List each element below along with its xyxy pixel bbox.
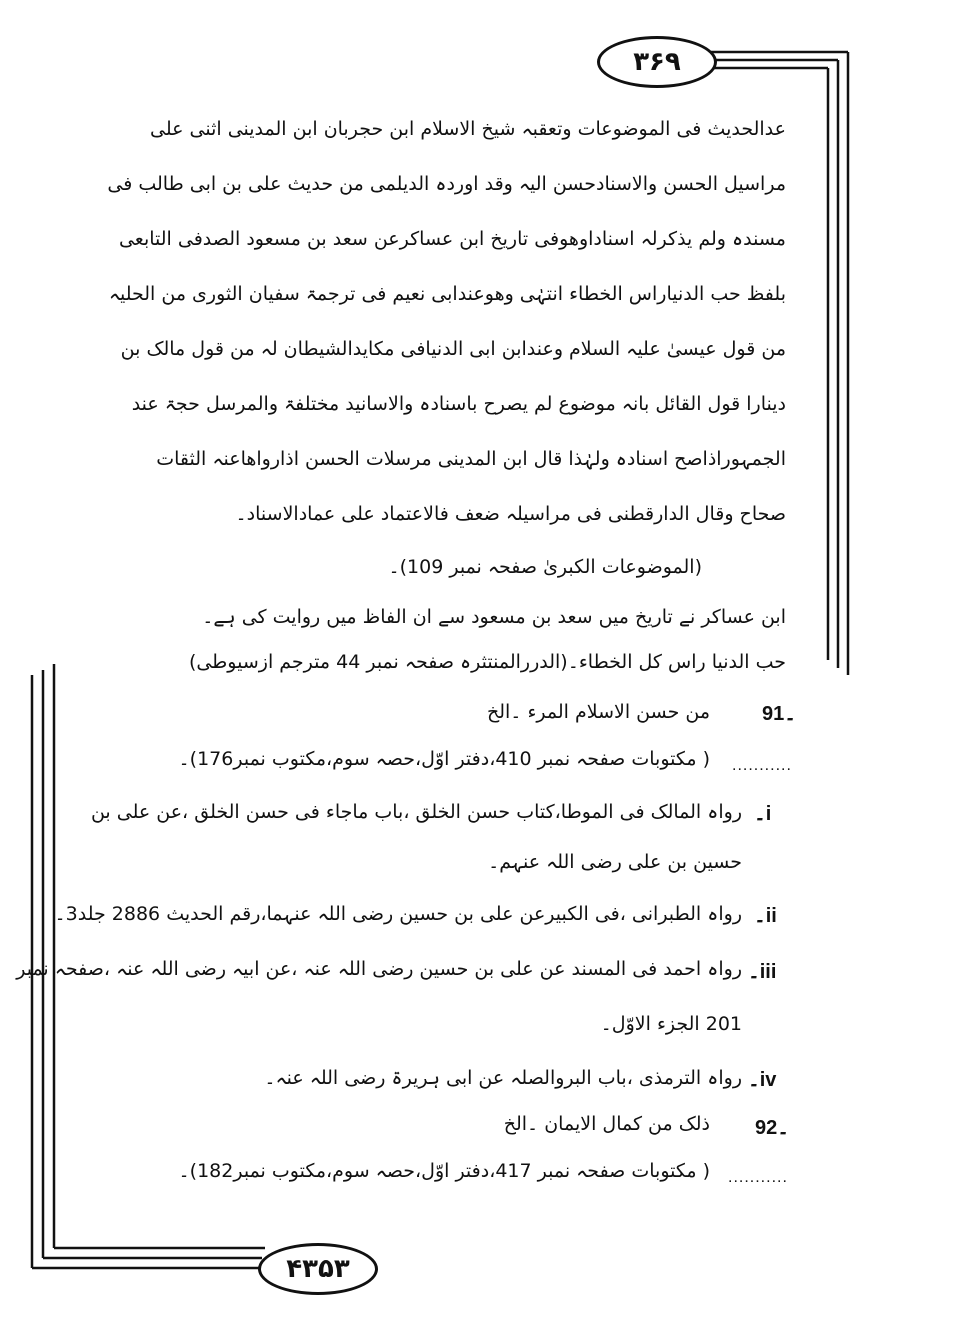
item-92-number: 92۔ — [755, 1117, 789, 1139]
hubb-dunya-line: حب الدنیا راس کل الخطاء۔(الدررالمنتثرہ صفحہ نمبر 44 مترجم ازسیوطی) — [188, 651, 786, 673]
sub-item-iii-line-2: 201 الجزء الاوّل۔ — [600, 1013, 742, 1035]
sub-item-i-line-2: حسین بن علی رضی اللہ عنہم۔ — [488, 851, 742, 873]
item-92-reference: ( مکتوبات صفحہ نمبر 417،دفتر اوّل،حصہ سوم،مکتوب نمبر182)۔ — [178, 1160, 710, 1182]
arabic-line-6: دینارا قول القائل بانہ موضوع لم یصرح باسنادہ والاسانید مختلفۃ والمرسل حجۃ عند — [131, 393, 786, 415]
arabic-line-5: من قول عیسیٰ علیہ السلام وعندابن ابی الدنیافی مکایدالشیطان لہ من قول مالک بن — [120, 338, 786, 360]
arabic-line-8: صحاح وقال الدارقطنی فی مراسیلہ ضعف فالاعتماد علی عمادالاسناد۔ — [235, 503, 786, 525]
sub-item-ii-marker: ۔ii — [754, 905, 777, 927]
item-91-reference: ( مکتوبات صفحہ نمبر 410،دفتر اوّل،حصہ سوم،مکتوب نمبر176)۔ — [178, 748, 710, 770]
sub-item-iii-line-1: رواہ احمد فی المسند عن علی بن حسین رضی اللہ عنہ ،عن ابیہ رضی اللہ عنہ ،صفحہ نمبر — [16, 958, 742, 980]
page-number-bottom: ۴۳۵۳ — [258, 1243, 378, 1295]
sub-item-iv-marker: ۔iv — [748, 1069, 777, 1091]
page-number-top: ۳۶۹ — [597, 36, 717, 88]
arabic-line-7: الجمہوراذاصح اسنادہ ولہٰذا قال ابن المدینی مرسلات الحسن اذارواھاعنہ الثقات — [156, 448, 786, 470]
item-92-dots: ........... — [728, 1169, 788, 1186]
reference-mawduat: (الموضوعات الکبریٰ صفحہ نمبر 109)۔ — [388, 556, 702, 578]
arabic-line-2: مراسیل الحسن والاسنادحسن الیہ وقد اوردہ الدیلمی من حدیث علی بن ابی طالب فی — [107, 173, 786, 195]
item-92-text: ذلک من کمال الایمان ۔الخ — [503, 1113, 710, 1135]
sub-item-iv-line-1: رواہ الترمذی ،باب البروالصلہ عن ابی ہریرۃ رضی اللہ عنہ۔ — [264, 1067, 742, 1089]
sub-item-ii-line-1: رواہ الطبرانی ،فی الکبیرعن علی بن حسین رضی اللہ عنہما،رقم الحدیث 2886 جلد3۔ — [54, 903, 742, 925]
arabic-line-3: مسندہ ولم یذکرلہ اسناداوھوفی تاریخ ابن عساکرعن سعد بن مسعود الصدفی التابعی — [118, 228, 786, 250]
sub-item-i-marker: ۔i — [754, 803, 772, 825]
sub-item-iii-marker: ۔iii — [748, 961, 777, 983]
arabic-line-4: بلفظ حب الدنیاراس الخطاء انتہٰی وھوعندابی نعیم فی ترجمۃ سفیان الثوری من الحلیہ — [108, 283, 786, 305]
item-91-text: من حسن الاسلام المرء ۔الخ — [486, 701, 710, 723]
arabic-line-1: عدالحدیث فی الموضوعات وتعقبہ شیخ الاسلام ابن حجربان ابن المدینی اثنی علی — [150, 118, 786, 140]
item-91-number: 91۔ — [762, 703, 796, 725]
item-91-dots: ........... — [732, 757, 792, 774]
ibn-asakir-line: ابن عساکر نے تاریخ میں سعد بن مسعود سے ان الفاظ میں روایت کی ہے۔ — [202, 606, 786, 628]
sub-item-i-line-1: رواہ المالک فی الموطا،کتاب حسن الخلق ،باب ماجاء فی حسن الخلق ،عن علی بن — [90, 801, 742, 823]
